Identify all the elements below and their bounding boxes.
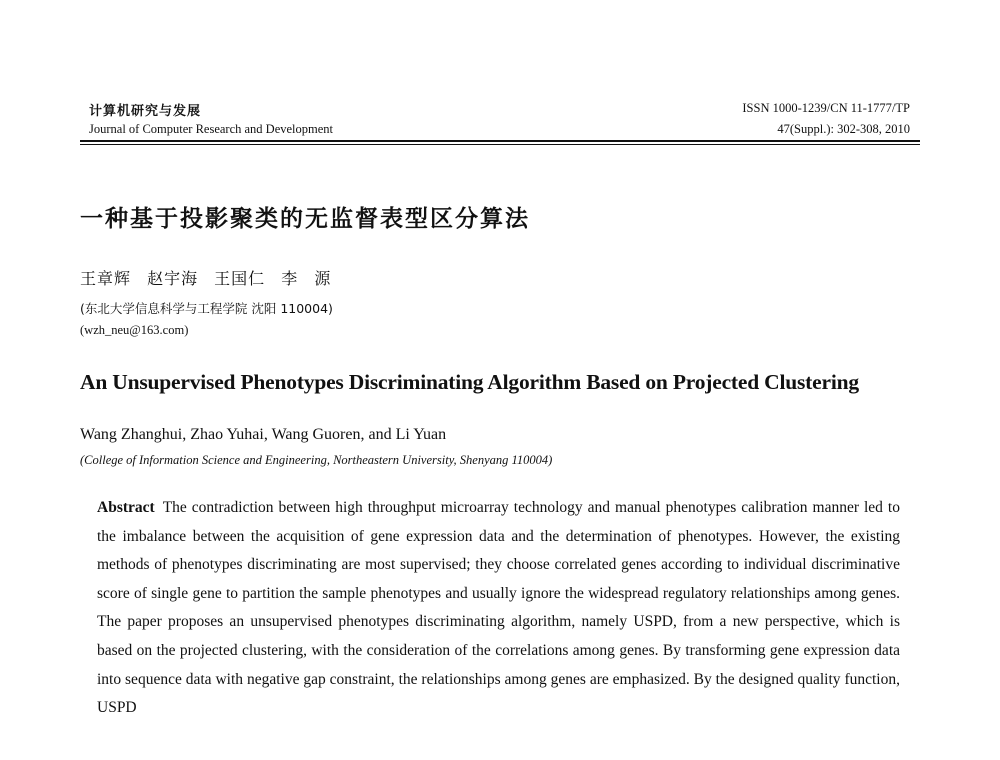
authors-en: Wang Zhanghui, Zhao Yuhai, Wang Guoren, and Li Yuan: [80, 426, 447, 443]
abstract-paragraph: [97, 494, 900, 723]
paper-title-cn: 一种基于投影聚类的无监督表型区分算法: [80, 206, 530, 232]
header-rule-thin: [80, 144, 920, 145]
header-rule-thick: [80, 140, 920, 142]
journal-volume: 47(Suppl.): 302-308, 2010: [777, 122, 910, 136]
journal-issn: ISSN 1000-1239/CN 11-1777/TP: [742, 101, 910, 115]
affiliation-en: (College of Information Science and Engineering, Northeastern University, Shenyang 110004): [80, 453, 553, 467]
abstract-label: Abstract: [97, 499, 155, 516]
journal-name-en: Journal of Computer Research and Development: [89, 122, 334, 136]
journal-name-cn: 计算机研究与发展: [89, 104, 202, 119]
authors-cn: 王章辉 赵宇海 王国仁 李 源: [80, 269, 332, 288]
abstract-text: The contradiction between high throughput microarray technology and manual phenotypes calibration manner led to the imbalance between the acquisition of gene expression data and the determination of phenotypes. However, the existing methods of phenotypes discriminating are most supervised; they choose correlated genes according to individual discriminative score of single gene to partition the sample phenotypes and usually ignore the widespread regulatory relationships among genes. The paper proposes an unsupervised phenotypes discriminating algorithm, namely USPD, from a new perspective, which is based on the projected clustering, with the consideration of the correlations among genes. By transforming gene expression data into sequence data with negative gap constraint, the relationships among genes are emphasized. By the designed quality function, USPD: [97, 499, 900, 717]
affiliation-cn: (东北大学信息科学与工程学院 沈阳 110004): [80, 301, 333, 316]
paper-title-en: An Unsupervised Phenotypes Discriminating Algorithm Based on Projected Clustering: [80, 370, 859, 394]
author-email: (wzh_neu@163.com): [80, 323, 189, 337]
